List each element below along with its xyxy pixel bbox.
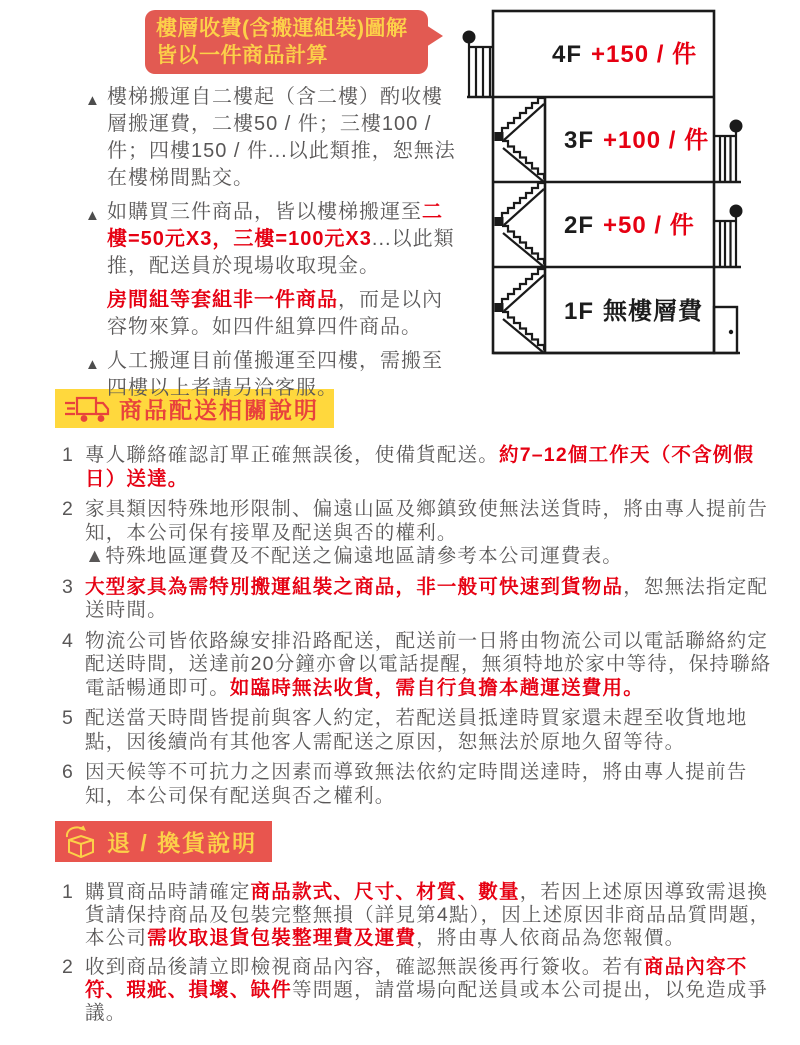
intro-bullet-1-text: 樓梯搬運自二樓起（含二樓）酌收樓層搬運費，二樓50 / 件；三樓100 / 件；四樓150 / 件...以此類推，恕無法在樓梯間點交。: [107, 86, 456, 189]
callout-line1: 樓層收費(含搬運組裝)圖解: [156, 17, 408, 40]
item-number: 4: [62, 629, 75, 652]
floor-3f-fee: +100 / 件: [603, 127, 710, 154]
floor-1f-fee: 無樓層費: [603, 298, 703, 325]
floor-4f-fee: +150 / 件: [591, 41, 698, 68]
balcony-railing-4f-left-icon: [463, 31, 494, 97]
floor-3f-label: 3F: [564, 127, 595, 154]
package-icon: [64, 825, 98, 859]
floor-2f-fee: +50 / 件: [603, 212, 695, 239]
item-number: 1: [62, 444, 75, 466]
balcony-railing-2f-right-icon: [714, 205, 743, 267]
floor-1f-label: 1F: [564, 298, 595, 325]
delivery-item-5: [62, 707, 776, 754]
floor-2f-label: 2F: [564, 212, 595, 239]
returns-item-1: [62, 881, 776, 950]
intro-bullet-3-text: 人工搬運目前僅搬運至四樓，需搬至四樓以上者請另洽客服。: [107, 350, 443, 399]
intro-bullet-2: [85, 199, 459, 280]
item-number: 5: [62, 707, 75, 729]
returns-item-2: [62, 956, 776, 1025]
item-number: 6: [62, 761, 75, 783]
intro-notes: [85, 84, 459, 409]
item-number: 3: [62, 575, 75, 598]
returns-section-title: 退 / 換貨說明: [107, 830, 258, 856]
floor-4f-label: 4F: [552, 41, 583, 68]
callout-arrow: [426, 25, 443, 47]
triangle-marker: ▲: [85, 207, 100, 224]
delivery-item-1: [62, 444, 776, 491]
returns-items: [62, 881, 776, 1025]
intro-bullet-2-text: 如購買三件商品，皆以樓梯搬運至二樓=50元X3，三樓=100元X3...以此類推，配送員於現場收取現金。: [107, 201, 455, 277]
callout-line2: 皆以一件商品計算: [156, 44, 328, 67]
item-text: 家具類因特殊地形限制、偏遠山區及鄉鎮致使無法送貨時，將由專人提前告知，本公司保有接單及配送與否的權利。: [85, 498, 769, 544]
item-text: 購買商品時請確定商品款式、尺寸、材質、數量，若因上述原因導致需退換貨請保持商品及包裝完整無損（詳見第4點），因上述原因非商品品質問題，本公司需收取退貨包裝整理費及運費，將由專人依商品為您報價。: [85, 881, 771, 949]
triangle-marker: ▲: [85, 356, 100, 373]
item-text: 物流公司皆依路線安排沿路配送，配送前一日將由物流公司以電話聯絡約定配送時間，送達前20分鐘亦會以電話提醒，無須特地於家中等待，保持聯絡電話暢通即可。如臨時無法收貨，需自行負擔本趟運送費用。: [85, 629, 772, 699]
item-text: 收到商品後請立即檢視商品內容，確認無誤後再行簽收。若有商品內容不符、瑕疵、損壞、缺件等問題，請當場向配送員或本公司提出，以免造成爭議。: [85, 956, 769, 1024]
intro-bullet-1: [85, 84, 459, 192]
balcony-railing-3f-right-icon: [714, 120, 743, 182]
item-text: 大型家具為需特別搬運組裝之商品，非一般可快速到貨物品，恕無法指定配送時間。: [85, 575, 769, 621]
delivery-item-2-note: ▲特殊地區運費及不配送之偏遠地區請參考本公司運費表。: [85, 545, 624, 567]
delivery-item-4: [62, 630, 776, 701]
delivery-item-6: [62, 761, 776, 808]
intro-bullet-3: [85, 348, 459, 402]
callout-bubble: [145, 10, 428, 74]
item-text: 配送當天時間皆提前與客人約定，若配送員抵達時買家還未趕至收貨地地點，因後續尚有其他客人需配送之原因，恕無法於原地久留等待。: [85, 707, 748, 753]
stairs-icon-3f: [495, 98, 545, 182]
delivery-item-2: [62, 498, 776, 569]
item-text: 專人聯絡確認訂單正確無誤後，使備貨配送。約7–12個工作天（不含例假日）送達。: [85, 444, 755, 490]
intro-note-roomset: [85, 287, 459, 341]
item-number: 2: [62, 498, 75, 520]
delivery-item-3: [62, 576, 776, 623]
item-number: 1: [62, 881, 75, 903]
stairs-icon-2f: [495, 183, 545, 267]
item-text: 因天候等不可抗力之因素而導致無法依約定時間送達時，將由專人提前告知，本公司保有配送與否之權利。: [85, 761, 748, 807]
building-diagram-icon: [452, 0, 752, 365]
floor-fee-section: [0, 0, 800, 399]
delivery-items: [62, 444, 776, 808]
returns-section-header: [55, 821, 272, 862]
intro-note-roomset-text: 房間組等套組非一件商品，而是以內容物來算。如四件組算四件商品。: [107, 289, 443, 338]
delivery-section-title: 商品配送相關說明: [119, 397, 319, 423]
triangle-marker: ▲: [85, 92, 100, 109]
stairs-icon-1f: [495, 269, 545, 353]
entrance-door-icon: [714, 307, 737, 353]
item-number: 2: [62, 956, 75, 978]
